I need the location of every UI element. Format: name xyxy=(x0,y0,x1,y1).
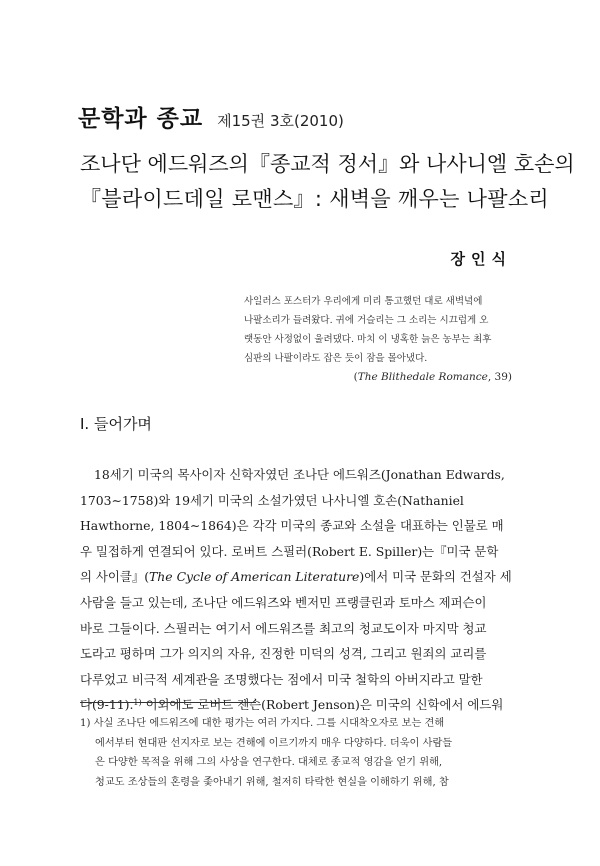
author-name: 장인식 xyxy=(450,250,512,268)
epigraph-line: 심판의 나팔이라도 잡은 듯이 잠을 몰아냈다. xyxy=(244,353,428,364)
journal-header xyxy=(78,100,344,133)
article-title-line-2: 『블라이드데일 로맨스』: 새벽을 깨우는 나팔소리 xyxy=(80,187,550,211)
body-text-run: 의 사이클』( xyxy=(80,569,150,585)
footnote-line: 은 다양한 목적을 위해 그의 사상을 연구한다. 대체로 종교적 영감을 얻기 위해, xyxy=(95,757,443,768)
body-line: 다루었고 비극적 세계관을 조명했다는 점에서 미국 철학의 아버지라고 말한 xyxy=(80,671,483,687)
citation-page: , 39) xyxy=(487,371,512,383)
body-line: 바로 그들이다. 스필러는 여기서 에드워즈를 최고의 청교도이자 마지막 청교 xyxy=(80,620,487,636)
body-text-run: 이외에도 로버트 젠슨(Robert Jenson)은 미국의 신학에서 에드워 xyxy=(141,697,504,713)
body-line: Hawthorne, 1804∼1864)은 각각 미국의 종교와 소설을 대표하는 인물로 매 xyxy=(80,518,504,534)
body-paragraph xyxy=(80,462,520,718)
body-text-run: 다(9-11). xyxy=(80,697,134,713)
body-line: 1703∼1758)와 19세기 미국의 소설가였던 나사니엘 호손(Nathaniel xyxy=(80,492,464,508)
body-line: 도라고 평하며 그가 의지의 자유, 진정한 미덕의 성격, 그리고 원죄의 교리를 xyxy=(80,646,487,662)
footnote-line: 1) 사실 조나단 에드워즈에 대한 평가는 여러 가지다. 그를 시대착오자로 보는 견해 xyxy=(80,718,445,729)
body-line: 사람을 들고 있는데, 조나단 에드워즈와 벤저민 프랭클린과 토마스 제퍼슨이 xyxy=(80,594,487,610)
body-line: 우 밀접하게 연결되어 있다. 로버트 스필러(Robert E. Spiller)는『미국 문학 xyxy=(80,543,499,559)
citation-title: The Blithedale Romance xyxy=(357,371,488,383)
footnote-divider xyxy=(80,702,256,703)
journal-issue: 제15권 3호(2010) xyxy=(217,112,344,130)
footnote-line: 에서부터 현대판 선지자로 보는 견해에 이르기까지 매우 다양하다. 더욱이 사람들 xyxy=(95,737,453,749)
footnote-marker: 1) xyxy=(133,698,142,708)
citation-open: ( xyxy=(353,371,358,383)
journal-logo: 문학과 종교 xyxy=(78,106,204,132)
body-line xyxy=(80,564,520,590)
footnote xyxy=(80,714,520,792)
book-title-italic: The Cycle of American Literature xyxy=(149,569,360,585)
epigraph-citation xyxy=(244,368,512,387)
body-line: 18세기 미국의 목사이자 신학자였던 조나단 에드워즈(Jonathan Edwards, xyxy=(94,467,505,482)
epigraph-line: 나팔소리가 들려왔다. 귀에 거슬리는 그 소리는 시끄럽게 오 xyxy=(244,315,489,326)
footnote-line: 청교도 조상들의 혼령을 좇아내기 위해, 철저히 타락한 현실을 이해하기 위해, 참 xyxy=(95,776,449,788)
epigraph-line: 사일러스 포스터가 우리에게 미리 통고했던 대로 새벽녘에 xyxy=(244,296,483,307)
body-text-run: )에서 미국 문화의 건설자 세 xyxy=(359,569,512,585)
article-title-line-1: 조나단 에드워즈의『종교적 정서』와 나사니엘 호손의 xyxy=(80,152,575,176)
section-heading: Ⅰ. 들어가며 xyxy=(80,415,152,433)
epigraph-line: 랫동안 사정없이 울려댔다. 마치 이 냉혹한 늙은 농부는 최후 xyxy=(244,334,492,345)
epigraph xyxy=(244,292,512,387)
